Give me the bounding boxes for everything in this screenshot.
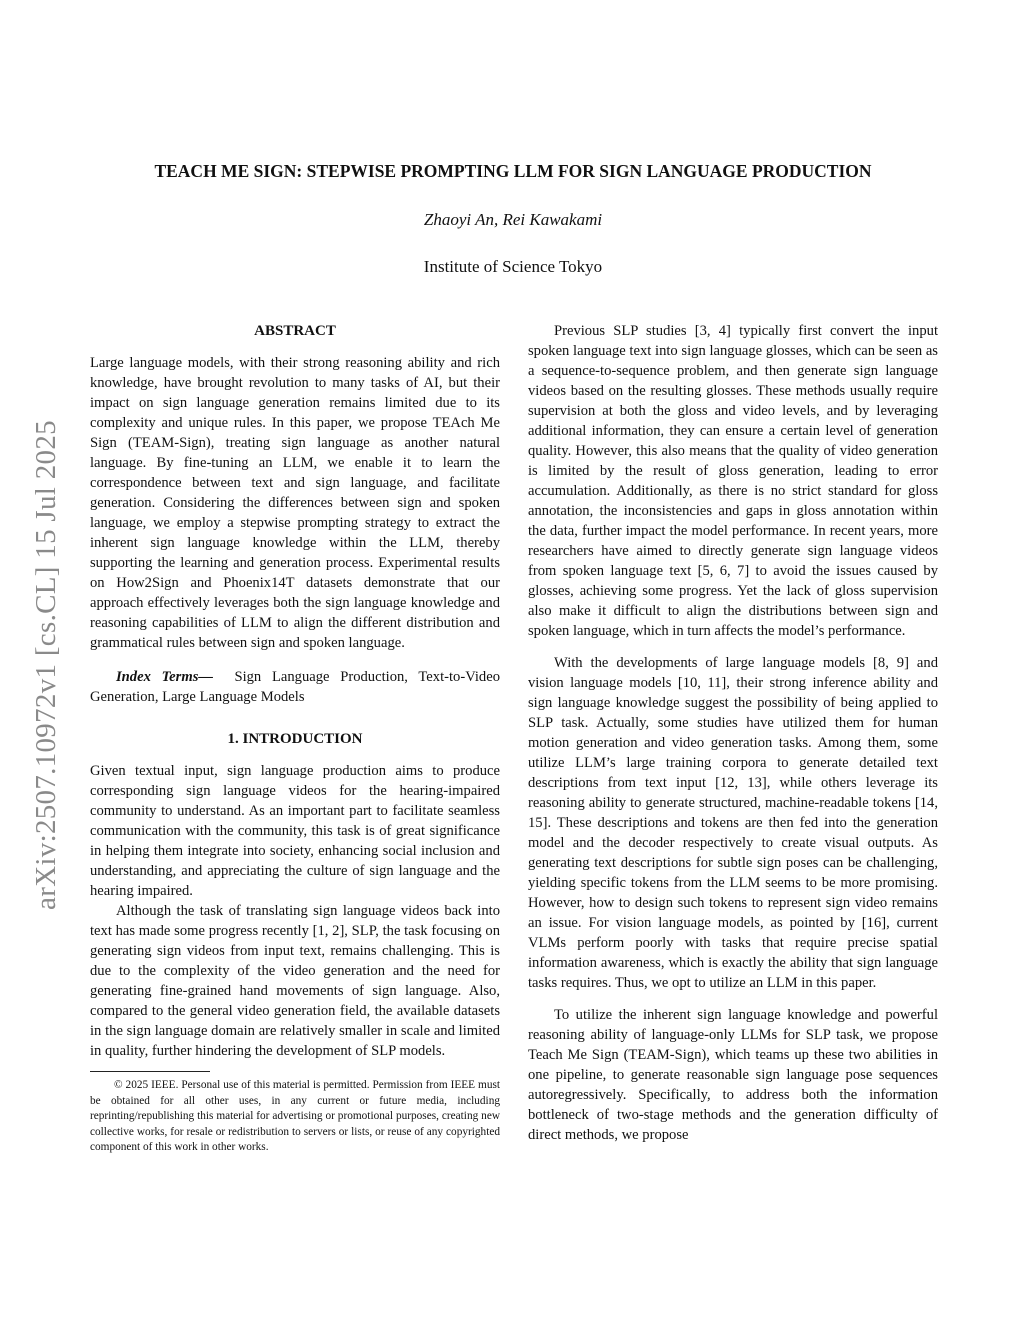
right-paragraph-3: To utilize the inherent sign language knowledge and powerful reasoning ability of language-only LLMs for SLP task, we propose Teach Me Sign (TEAM-Sign), which teams up these two abilities in one pipeline, to generate reasonable sign language pose sequences autoregressively. Specifically, to address both the information bottleneck of two-stage methods and the generation difficulty of direct methods, we propose	[528, 1007, 938, 1143]
paper-title: TEACH ME SIGN: STEPWISE PROMPTING LLM FOR SIGN LANGUAGE PRODUCTION	[154, 161, 872, 181]
index-terms	[90, 667, 500, 707]
abstract-heading: ABSTRACT	[254, 323, 336, 339]
paper-authors: Zhaoyi An, Rei Kawakami	[423, 210, 603, 229]
right-paragraph-1: Previous SLP studies [3, 4] typically first convert the input spoken language text into sign language glosses, which can be seen as a sequence-to-sequence problem, and then generate sign language videos based on the resulting glosses. These methods usually require supervision at both the gloss and video levels, and by leveraging additional information, they can ensure a certain level of generation quality. However, this also means that the quality of video generation is limited by the result of gloss generation, leading to error accumulation. Additionally, as there is no strict standard for gloss annotation, the inconsistencies and gaps in gloss annotation within the data, further impact the model performance. In recent years, more researchers have aimed to directly generate sign language videos from spoken language text [5, 6, 7] to avoid the issues caused by glosses, achieving some progress. Yet the lack of gloss supervision also make it difficult to align the distributions between sign and spoken language, which in turn affects the model’s performance.	[528, 323, 938, 639]
footnote-divider	[90, 1071, 210, 1072]
index-terms-text: Sign Language Production, Text-to-Video Generation, Large Language Models	[90, 669, 500, 705]
author-affiliation: Institute of Science Tokyo	[423, 257, 603, 276]
right-column	[528, 321, 938, 1145]
left-column	[90, 321, 500, 1156]
index-terms-label: Index Terms—	[116, 669, 213, 685]
intro-paragraph-2: Although the task of translating sign language videos back into text has made some progress recently [1, 2], SLP, the task focusing on generating sign videos from input text, remains challenging. This is due to the complexity of the video generation and the need for generating fine-grained hand movements of sign language. Also, compared to the general video generation field, the available datasets in the sign language domain are relatively smaller in scale and limited in quality, further hindering the development of SLP models.	[90, 903, 500, 1059]
abstract-text: Large language models, with their strong reasoning ability and rich knowledge, have brought revolution to many tasks of AI, but their impact on sign language generation remains limited due to its complexity and unique rules. In this paper, we propose TEAch Me Sign (TEAM-Sign), treating sign language as another natural language. By fine-tuning an LLM, we enable it to learn the correspondence between text and sign language, and facilitate generation. Considering the differences between sign and spoken language, we employ a stepwise prompting strategy to extract the inherent sign language knowledge within the LLM, thereby supporting the learning and generation process. Experimental results on How2Sign and Phoenix14T datasets demonstrate that our approach effectively leverages both the sign language knowledge and reasoning capabilities of LLM to align the different distribution and grammatical rules between sign and spoken language.	[90, 355, 500, 651]
introduction-heading: 1. INTRODUCTION	[227, 731, 363, 747]
intro-paragraph-1: Given textual input, sign language production aims to produce corresponding sign language videos for the hearing-impaired community to understand. As an important part to facilitate seamless communication with the community, this task is of great significance in helping them integrate into society, enhancing social inclusion and understanding, and appreciating the culture of sign language and the hearing impaired.	[90, 763, 500, 899]
right-paragraph-2: With the developments of large language models [8, 9] and vision language models [10, 11], their strong inference ability and sign language knowledge suggest the possibility of being applied to SLP task. Actually, some studies have utilized them for human motion generation and video generation tasks. Among them, some utilize LLM’s large training corpora to generate detailed text descriptions from text input [12, 13], while others leverage its reasoning ability to generate structured, machine-readable tokens [14, 15]. These descriptions and tokens are then fed into the generation model and the decoder respectively to create visual outputs. As generating text descriptions for subtle sign poses can be challenging, yielding specific tokens from the LLM seems to be more promising. However, how to design such tokens to represent sign video remains an issue. For vision language models, as pointed by [16], current VLMs perform poorly with tasks that require precise spatial information awareness, which is exactly the ability that sign language tasks requires. Thus, we opt to utilize an LLM in this paper.	[528, 655, 938, 991]
copyright-footnote: © 2025 IEEE. Personal use of this material is permitted. Permission from IEEE must be obtained for all other uses, in any current or future media, including reprinting/republishing this material for advertising or promotional purposes, creating new collective works, for resale or redistribution to servers or lists, or reuse of any copyrighted component of this work in other works.	[90, 1079, 500, 1153]
arxiv-identifier-stamp: arXiv:2507.10972v1 [cs.CL] 15 Jul 2025	[30, 420, 62, 910]
